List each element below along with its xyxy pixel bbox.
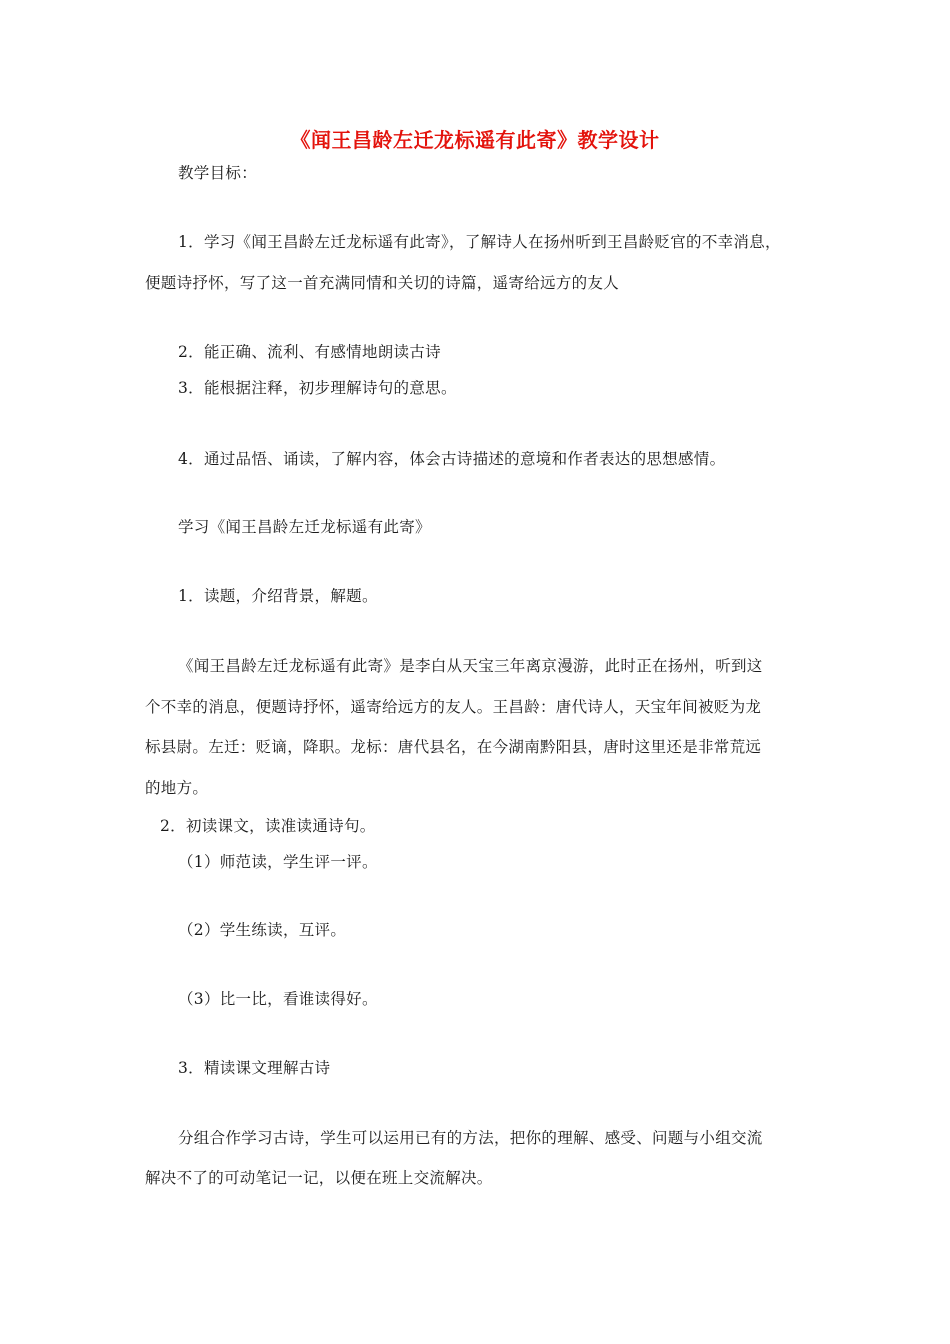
step-2-sub-3: （3）比一比，看谁读得好。: [178, 990, 378, 1008]
group-line-1: 分组合作学习古诗，学生可以运用已有的方法，把你的理解、感受、问题与小组交流: [178, 1129, 763, 1147]
step-3: 3．精读课文理解古诗: [178, 1059, 331, 1077]
goal-4: 4．通过品悟、诵读，了解内容，体会古诗描述的意境和作者表达的思想感情。: [178, 450, 726, 468]
step-1: 1．读题，介绍背景，解题。: [178, 587, 378, 605]
background-line-4: 的地方。: [145, 779, 209, 797]
background-line-2: 个不幸的消息，便题诗抒怀，遥寄给远方的友人。王昌龄：唐代诗人，天宝年间被贬为龙: [145, 698, 762, 716]
step-2-sub-1: （1）师范读，学生评一评。: [178, 853, 378, 871]
goal-2: 2．能正确、流利、有感情地朗读古诗: [178, 343, 441, 361]
step-2-sub-2: （2）学生练读，互评。: [178, 921, 347, 939]
goals-heading: 教学目标：: [178, 164, 258, 182]
goal-1-line-1: 1．学习《闻王昌龄左迁龙标遥有此寄》，了解诗人在扬州听到王昌龄贬官的不幸消息，: [178, 233, 781, 251]
document-title: 《闻王昌龄左迁龙标遥有此寄》教学设计: [290, 128, 660, 152]
background-line-3: 标县尉。左迁：贬谪，降职。龙标：唐代县名，在今湖南黔阳县，唐时这里还是非常荒远: [145, 738, 762, 756]
step-2: 2．初读课文，读准读通诗句。: [160, 817, 376, 835]
study-heading: 学习《闻王昌龄左迁龙标遥有此寄》: [178, 518, 431, 536]
group-line-2: 解决不了的可动笔记一记，以便在班上交流解决。: [145, 1169, 493, 1187]
background-line-1: 《闻王昌龄左迁龙标遥有此寄》是李白从天宝三年离京漫游，此时正在扬州，听到这: [178, 657, 763, 675]
goal-1-line-2: 便题诗抒怀，写了这一首充满同情和关切的诗篇，遥寄给远方的友人: [145, 274, 620, 292]
goal-3: 3．能根据注释，初步理解诗句的意思。: [178, 379, 457, 397]
